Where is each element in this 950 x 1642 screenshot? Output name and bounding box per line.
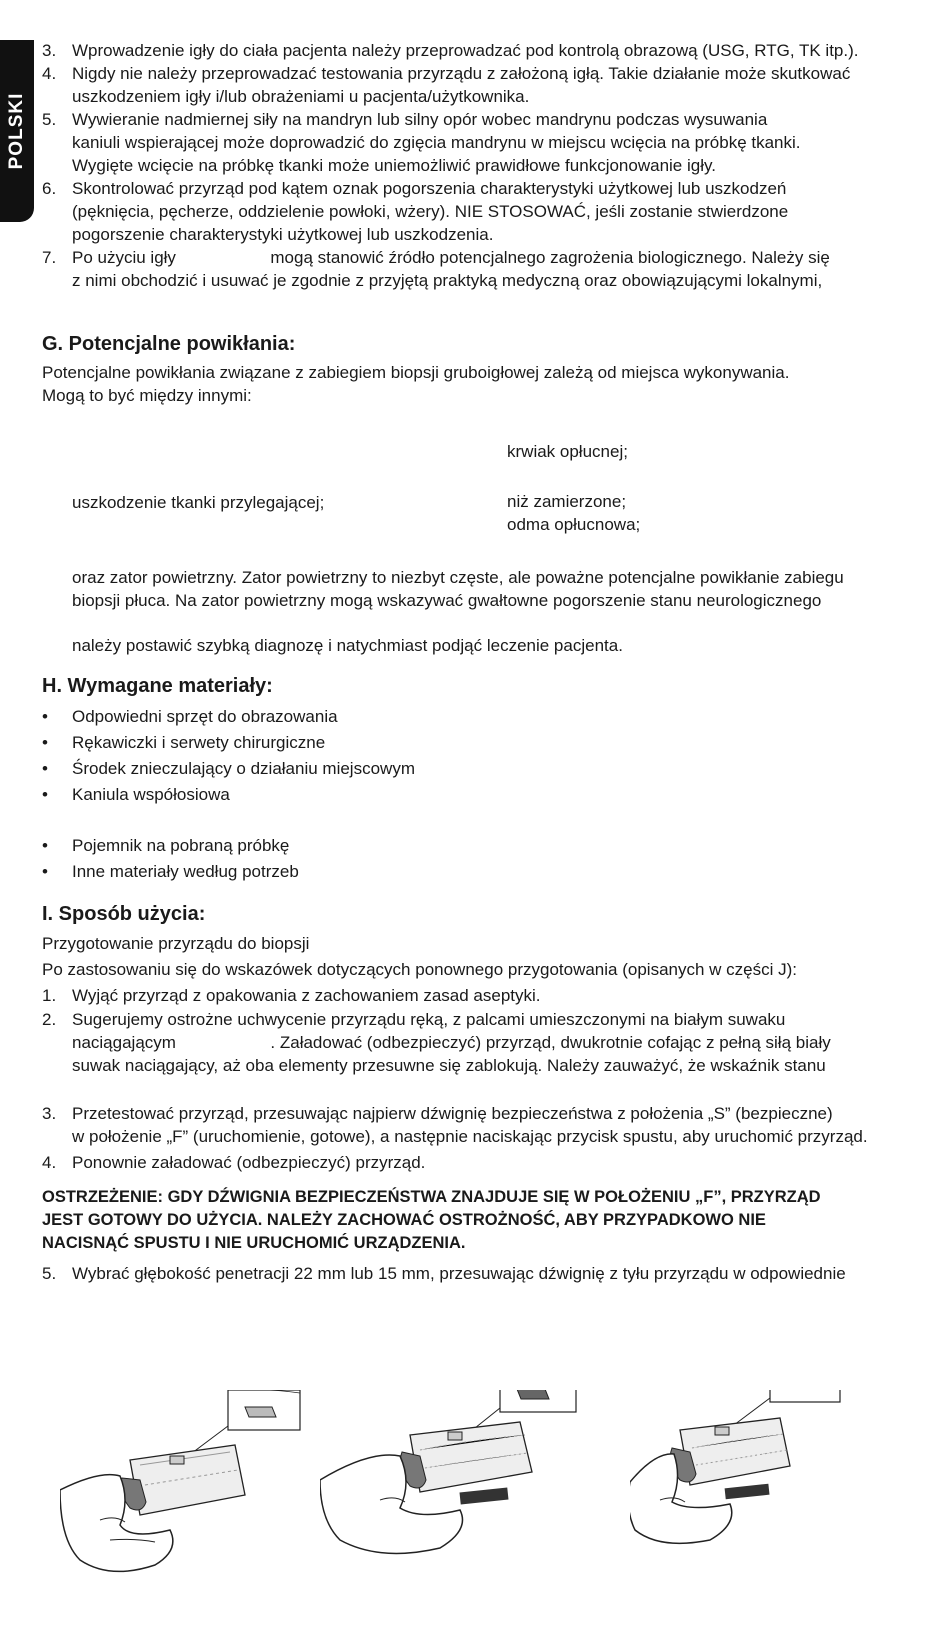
bullet-item: Kaniula współosiowa (72, 785, 230, 804)
bullet-item: Odpowiedni sprzęt do obrazowania (72, 707, 338, 726)
language-tab-label: POLSKI (6, 92, 27, 170)
complication-item: krwiak opłucnej; (507, 442, 628, 461)
list-number: 2. (42, 1010, 57, 1029)
list-text: z nimi obchodzić i usuwać je zgodnie z przyjętą praktyką medyczną oraz obowiązującymi lokalnymi, (72, 271, 823, 290)
list-text: Wygięte wcięcie na próbkę tkanki może uniemożliwić prawidłowe funkcjonowanie igły. (72, 156, 716, 175)
list-number: 4. (42, 64, 57, 83)
paragraph-line: Mogą to być między innymi: (42, 386, 252, 405)
section-heading: I. Sposób użycia: (42, 903, 206, 925)
complication-item: niż zamierzone; (507, 492, 627, 511)
paragraph-line: Po zastosowaniu się do wskazówek dotyczących ponownego przygotowania (opisanych w części J): (42, 960, 797, 979)
bullet-icon: • (42, 707, 48, 726)
paragraph-line: Potencjalne powikłania związane z zabiegiem biopsji gruboigłowej zależą od miejsca wykonywania. (42, 363, 790, 382)
section-heading: H. Wymagane materiały: (42, 675, 273, 697)
complication-item: uszkodzenie tkanki przylegającej; (72, 493, 325, 512)
paragraph-line: należy postawić szybką diagnozę i natychmiast podjąć leczenie pacjenta. (72, 636, 623, 655)
list-number: 5. (42, 1264, 57, 1283)
list-number: 6. (42, 179, 57, 198)
list-text: Sugerujemy ostrożne uchwycenie przyrządu ręką, z palcami umieszczonymi na białym suwaku (72, 1010, 786, 1029)
list-text: Wprowadzenie igły do ciała pacjenta należy przeprowadzać pod kontrolą obrazową (USG, RTG, TK itp.). (72, 41, 859, 60)
list-number: 3. (42, 1104, 57, 1123)
list-number: 7. (42, 248, 57, 267)
list-text: pogorszenie charakterystyki użytkowej lub uszkodzenia. (72, 225, 494, 244)
list-text: Wybrać głębokość penetracji 22 mm lub 15 mm, przesuwając dźwignię z tyłu przyrządu w odpowiednie (72, 1264, 846, 1283)
list-number: 5. (42, 110, 57, 129)
bullet-item: Inne materiały według potrzeb (72, 862, 299, 881)
list-text: Skontrolować przyrząd pod kątem oznak pogorszenia charakterystyki użytkowej lub uszkodzeń (72, 179, 787, 198)
paragraph-line: biopsji płuca. Na zator powietrzny mogą wskazywać gwałtowne pogorszenie stanu neurologicznego (72, 591, 822, 610)
list-text: naciągającym . Załadować (odbezpieczyć) przyrząd, dwukrotnie cofając z pełną siłą biały (72, 1033, 831, 1052)
bullet-item: Pojemnik na pobraną próbkę (72, 836, 290, 855)
list-text: (pęknięcia, pęcherze, oddzielenie powłoki, wżery). NIE STOSOWAĆ, jeśli zostanie stwierdzone (72, 202, 789, 221)
list-text: kaniuli wspierającej może doprowadzić do zgięcia mandrynu w miejscu wcięcia na próbkę tkanki. (72, 133, 801, 152)
list-text: Wywieranie nadmiernej siły na mandryn lub silny opór wobec mandrynu podczas wysuwania (72, 110, 768, 129)
list-number: 3. (42, 41, 57, 60)
language-tab (0, 40, 34, 222)
bullet-icon: • (42, 785, 48, 804)
warning-text: NACISNĄĆ SPUSTU I NIE URUCHOMIĆ URZĄDZENIA. (42, 1234, 466, 1252)
warning-text: OSTRZEŻENIE: GDY DŹWIGNIA BEZPIECZEŃSTWA ZNAJDUJE SIĘ W POŁOŻENIU „F”, PRZYRZĄD (42, 1188, 821, 1206)
list-text: suwak naciągający, aż oba elementy przesuwne się zablokują. Należy zauważyć, że wskaźnik stanu (72, 1056, 826, 1075)
paragraph-line: oraz zator powietrzny. Zator powietrzny to niezbyt częste, ale poważne potencjalne powikłanie zabiegu (72, 568, 844, 587)
list-number: 1. (42, 986, 57, 1005)
bullet-item: Środek znieczulający o działaniu miejscowym (72, 759, 415, 778)
bullet-icon: • (42, 759, 48, 778)
list-text: w położenie „F” (uruchomienie, gotowe), a następnie naciskając przycisk spustu, aby uruchomić przyrząd. (72, 1127, 868, 1146)
paragraph-line: Przygotowanie przyrządu do biopsji (42, 934, 310, 953)
device-illustration-3 (630, 1390, 900, 1590)
bullet-item: Rękawiczki i serwety chirurgiczne (72, 733, 326, 752)
bullet-icon: • (42, 862, 48, 881)
complication-item: odma opłucnowa; (507, 515, 641, 534)
list-text: Nigdy nie należy przeprowadzać testowania przyrządu z założoną igłą. Takie działanie może skutkować (72, 64, 851, 83)
list-text: uszkodzeniem igły i/lub obrażeniami u pacjenta/użytkownika. (72, 87, 530, 106)
list-text: Wyjąć przyrząd z opakowania z zachowaniem zasad aseptyki. (72, 986, 541, 1005)
list-text: Ponownie załadować (odbezpieczyć) przyrząd. (72, 1153, 426, 1172)
list-number: 4. (42, 1153, 57, 1172)
list-text: Przetestować przyrząd, przesuwając najpierw dźwignię bezpieczeństwa z położenia „S” (bezpieczne) (72, 1104, 833, 1123)
device-illustration-2 (320, 1390, 600, 1590)
section-heading: G. Potencjalne powikłania: (42, 333, 296, 355)
warning-text: JEST GOTOWY DO UŻYCIA. NALEŻY ZACHOWAĆ OSTROŻNOŚĆ, ABY PRZYPADKOWO NIE (42, 1211, 766, 1229)
list-text: Po użyciu igły mogą stanowić źródło potencjalnego zagrożenia biologicznego. Należy się (72, 248, 830, 267)
bullet-icon: • (42, 836, 48, 855)
device-illustration-1 (60, 1390, 320, 1590)
bullet-icon: • (42, 733, 48, 752)
